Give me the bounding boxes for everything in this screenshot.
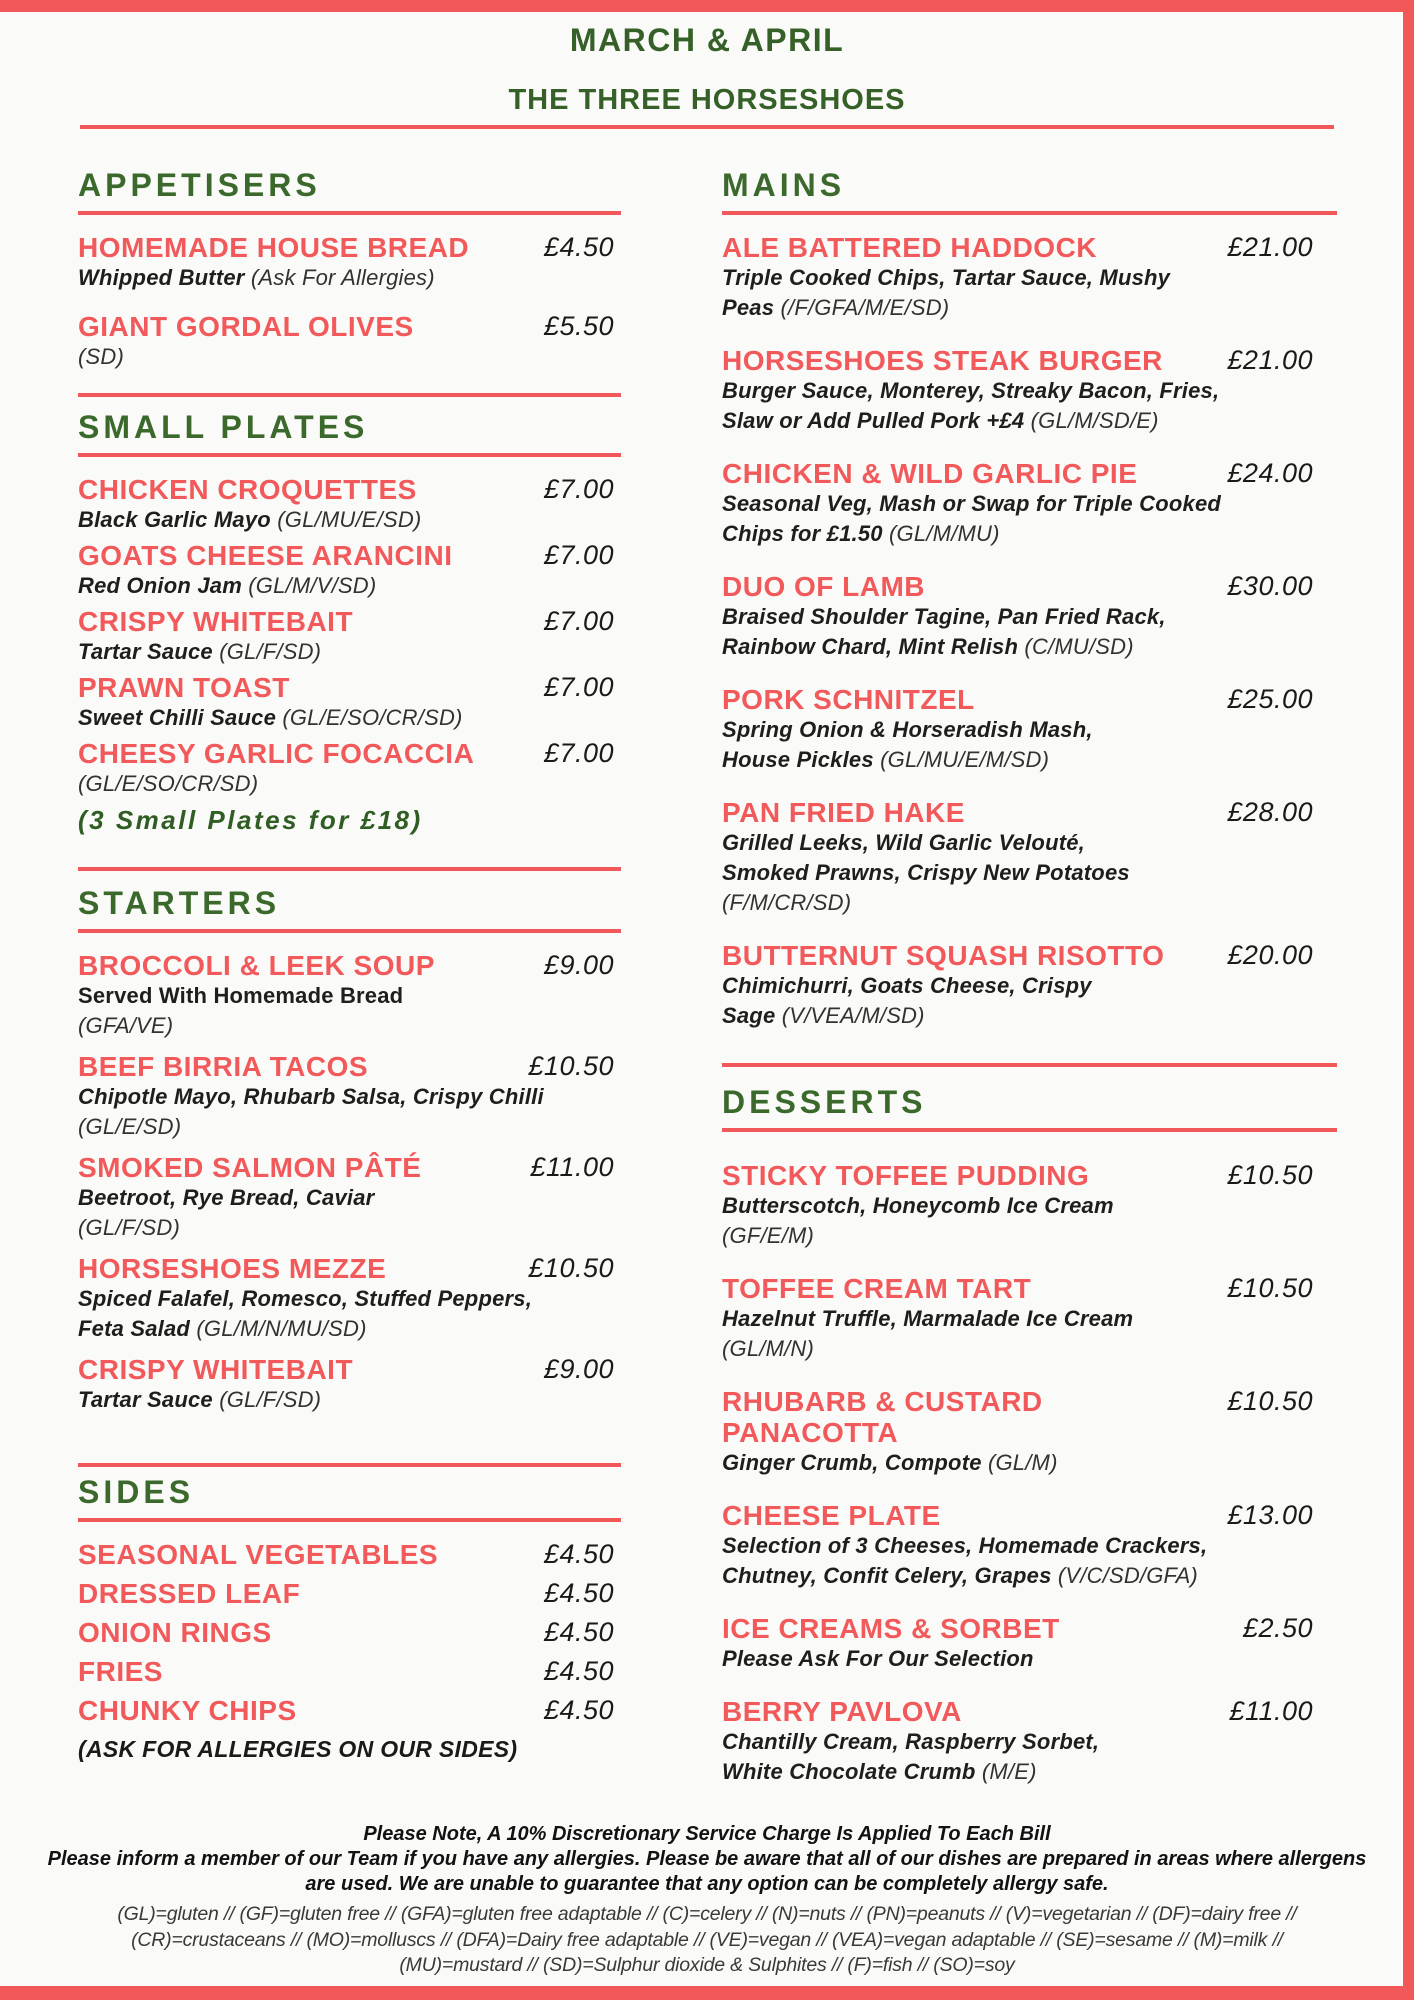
item-description bbox=[722, 1304, 1337, 1334]
item-name bbox=[78, 474, 621, 505]
section-title-desserts: DESSERTS bbox=[722, 1084, 927, 1120]
description-segment: Tartar Sauce bbox=[78, 1387, 220, 1412]
description-segment: Selection of 3 Cheeses, Homemade Crackers, bbox=[722, 1533, 1208, 1558]
item-name-line: PAN FRIED HAKE bbox=[722, 797, 965, 828]
item-description bbox=[722, 293, 1337, 323]
allergy-note: Please inform a member of our Team if you have any allergies. Please be aware that all of our dishes are prepared in areas where allergens are used. We are unable to guarantee that any option can be completely allergy safe. bbox=[47, 1848, 1367, 1895]
item-name-line: BERRY PAVLOVA bbox=[722, 1696, 962, 1727]
description-segment: Tartar Sauce bbox=[78, 639, 220, 664]
right-column bbox=[722, 0, 1337, 2000]
section-starters bbox=[78, 886, 621, 1425]
item-name-line: PANACOTTA bbox=[722, 1417, 899, 1448]
item-description bbox=[722, 1221, 1337, 1251]
item-description bbox=[722, 1001, 1337, 1031]
item-name-line: BROCCOLI & LEEK SOUP bbox=[78, 950, 435, 981]
item-name-line: ONION RINGS bbox=[78, 1617, 272, 1648]
description-segment: (GL/F/SD) bbox=[219, 1387, 322, 1412]
description-segment: (GL/MU/E/M/SD) bbox=[880, 747, 1050, 772]
item-description bbox=[78, 1112, 621, 1142]
menu-item bbox=[722, 1273, 1337, 1364]
description-segment: (F/M/CR/SD) bbox=[722, 890, 852, 915]
description-segment: Sweet Chilli Sauce bbox=[78, 705, 283, 730]
item-description bbox=[78, 703, 621, 733]
description-segment: Seasonal Veg, Mash or Swap for Triple Cooked bbox=[722, 491, 1222, 516]
item-name-line: GOATS CHEESE ARANCINI bbox=[78, 540, 453, 571]
menu-item bbox=[78, 1617, 621, 1648]
description-segment: Chimichurri, Goats Cheese, Crispy bbox=[722, 973, 1092, 998]
item-name-line: ICE CREAMS & SORBET bbox=[722, 1613, 1060, 1644]
section-title-sides: SIDES bbox=[78, 1474, 195, 1510]
section-mains bbox=[722, 168, 1337, 1053]
description-segment: (SD) bbox=[78, 344, 125, 369]
item-price: £10.50 bbox=[528, 1051, 614, 1081]
menu-item bbox=[78, 1354, 621, 1415]
description-segment: White Chocolate Crumb bbox=[722, 1759, 982, 1784]
description-segment: Hazelnut Truffle, Marmalade Ice Cream bbox=[722, 1306, 1134, 1331]
item-price: £4.50 bbox=[543, 1656, 614, 1686]
item-price: £11.00 bbox=[1229, 1696, 1313, 1726]
item-description bbox=[722, 971, 1337, 1001]
item-name-line: CHEESE PLATE bbox=[722, 1500, 941, 1531]
menu-item bbox=[722, 345, 1337, 436]
item-description bbox=[722, 715, 1337, 745]
item-name-line: ALE BATTERED HADDOCK bbox=[722, 232, 1098, 263]
menu-item bbox=[722, 1696, 1337, 1787]
item-description bbox=[78, 1213, 621, 1243]
item-description bbox=[722, 1191, 1337, 1221]
menu-item bbox=[78, 1253, 621, 1344]
section-divider bbox=[78, 867, 621, 871]
item-name-line: HORSESHOES MEZZE bbox=[78, 1253, 387, 1284]
item-description bbox=[78, 1284, 621, 1314]
description-segment: (/F/GFA/M/E/SD) bbox=[780, 295, 950, 320]
description-segment: (Ask For Allergies) bbox=[250, 265, 435, 290]
page-subtitle: THE THREE HORSESHOES bbox=[508, 84, 906, 116]
item-description bbox=[78, 769, 621, 799]
item-price: £7.00 bbox=[543, 672, 614, 702]
item-price: £25.00 bbox=[1227, 684, 1313, 714]
item-name-line: CRISPY WHITEBAIT bbox=[78, 1354, 354, 1385]
item-price: £10.50 bbox=[528, 1253, 614, 1283]
item-name-line: BUTTERNUT SQUASH RISOTTO bbox=[722, 940, 1165, 971]
section-underline bbox=[78, 453, 621, 457]
item-name-line: SEASONAL VEGETABLES bbox=[78, 1539, 439, 1570]
section-underline bbox=[722, 211, 1337, 215]
description-segment: Black Garlic Mayo bbox=[78, 507, 278, 532]
description-segment: (GL/M/N) bbox=[722, 1336, 815, 1361]
item-name bbox=[78, 1578, 621, 1609]
item-price: £11.00 bbox=[530, 1152, 614, 1182]
section-title-starters: STARTERS bbox=[78, 885, 281, 921]
menu-item bbox=[722, 1500, 1337, 1591]
section-title-small-plates: SMALL PLATES bbox=[78, 409, 369, 445]
item-name-line: SMOKED SALMON PÂTÉ bbox=[78, 1152, 422, 1183]
description-segment: Ginger Crumb, Compote bbox=[722, 1450, 988, 1475]
menu-item bbox=[78, 1656, 621, 1687]
item-name-line: FRIES bbox=[78, 1656, 163, 1687]
item-name-line: CHUNKY CHIPS bbox=[78, 1695, 297, 1726]
item-price: £7.00 bbox=[543, 606, 614, 636]
menu-item bbox=[78, 1578, 621, 1609]
section-divider bbox=[78, 393, 621, 397]
item-description bbox=[722, 888, 1337, 918]
allergen-key-line: (MU)=mustard // (SD)=Sulphur dioxide & Sulphites // (F)=fish // (SO)=soy bbox=[399, 1954, 1015, 1976]
item-name bbox=[78, 950, 621, 981]
item-price: £4.50 bbox=[543, 1539, 614, 1569]
item-name bbox=[78, 738, 621, 769]
description-segment: (M/E) bbox=[981, 1759, 1037, 1784]
menu-item bbox=[78, 311, 621, 372]
item-description bbox=[78, 1385, 621, 1415]
menu-item bbox=[78, 232, 621, 293]
description-segment: Chantilly Cream, Raspberry Sorbet, bbox=[722, 1729, 1100, 1754]
description-segment: Beetroot, Rye Bread, Caviar bbox=[78, 1185, 375, 1210]
item-price: £7.00 bbox=[543, 738, 614, 768]
description-segment: (GL/MU/E/SD) bbox=[277, 507, 422, 532]
item-price: £2.50 bbox=[1242, 1613, 1313, 1643]
description-segment: Butterscotch, Honeycomb Ice Cream bbox=[722, 1193, 1114, 1218]
menu-item bbox=[722, 232, 1337, 323]
section-divider bbox=[722, 1063, 1337, 1067]
description-segment: (GL/M) bbox=[987, 1450, 1058, 1475]
menu-item bbox=[78, 672, 621, 733]
menu-item bbox=[78, 950, 621, 1041]
item-name-line: CHICKEN CROQUETTES bbox=[78, 474, 417, 505]
item-price: £4.50 bbox=[543, 232, 614, 262]
item-name-line: PRAWN TOAST bbox=[78, 672, 290, 703]
item-description bbox=[78, 1011, 621, 1041]
item-price: £20.00 bbox=[1227, 940, 1313, 970]
item-name bbox=[78, 232, 621, 263]
description-segment: Spiced Falafel, Romesco, Stuffed Peppers, bbox=[78, 1286, 533, 1311]
item-name bbox=[78, 311, 621, 342]
item-name-line: CHEESY GARLIC FOCACCIA bbox=[78, 738, 475, 769]
allergen-key-line: (CR)=crustaceans // (MO)=molluscs // (DFA)=Dairy free adaptable // (VE)=vegan // (VEA)=vegan adaptable // (SE)=sesame // (M)=milk // bbox=[131, 1928, 1283, 1951]
description-segment: Burger Sauce, Monterey, Streaky Bacon, Fries, bbox=[722, 378, 1220, 403]
item-price: £9.00 bbox=[543, 1354, 614, 1384]
item-name bbox=[78, 606, 621, 637]
section-sides bbox=[78, 1475, 621, 1764]
section-desserts bbox=[722, 1085, 1337, 1809]
description-segment: Chips for £1.50 bbox=[722, 521, 890, 546]
section-small-plates bbox=[78, 410, 621, 836]
menu-item bbox=[78, 1695, 621, 1726]
section-underline bbox=[722, 1128, 1337, 1132]
item-name bbox=[78, 1354, 621, 1385]
description-segment: (GL/M/N/MU/SD) bbox=[196, 1316, 367, 1341]
menu-item bbox=[722, 571, 1337, 662]
section-title-appetisers: APPETISERS bbox=[78, 167, 321, 203]
item-name-line: STICKY TOFFEE PUDDING bbox=[722, 1160, 1090, 1191]
description-segment: (GL/M/V/SD) bbox=[248, 573, 377, 598]
item-price: £10.50 bbox=[1227, 1273, 1313, 1303]
description-segment: Spring Onion & Horseradish Mash, bbox=[722, 717, 1093, 742]
description-segment: Chipotle Mayo, Rhubarb Salsa, Crispy Chilli bbox=[78, 1084, 544, 1109]
item-description bbox=[78, 505, 621, 535]
item-description bbox=[722, 602, 1337, 632]
section-underline bbox=[78, 929, 621, 933]
description-segment: (GFA/VE) bbox=[78, 1013, 174, 1038]
description-segment: Braised Shoulder Tagine, Pan Fried Rack, bbox=[722, 604, 1166, 629]
description-segment: Peas bbox=[722, 295, 781, 320]
item-name-line: TOFFEE CREAM TART bbox=[722, 1273, 1032, 1304]
description-segment: Rainbow Chard, Mint Relish bbox=[722, 634, 1025, 659]
menu-item bbox=[722, 1160, 1337, 1251]
item-description bbox=[78, 263, 621, 293]
description-segment: (GL/M/MU) bbox=[889, 521, 1000, 546]
item-price: £4.50 bbox=[543, 1617, 614, 1647]
item-description bbox=[722, 1531, 1337, 1561]
description-segment: (C/MU/SD) bbox=[1024, 634, 1134, 659]
item-price: £4.50 bbox=[543, 1695, 614, 1725]
description-segment: (GF/E/M) bbox=[722, 1223, 815, 1248]
item-name-line: CHICKEN & WILD GARLIC PIE bbox=[722, 458, 1138, 489]
menu-item bbox=[78, 1051, 621, 1142]
section-underline bbox=[78, 211, 621, 215]
item-description bbox=[722, 1644, 1337, 1674]
menu-item bbox=[722, 797, 1337, 918]
item-description bbox=[78, 637, 621, 667]
left-column bbox=[78, 0, 621, 2000]
description-segment: Served With Homemade Bread bbox=[78, 983, 404, 1008]
item-description bbox=[722, 489, 1337, 519]
menu-item bbox=[722, 940, 1337, 1031]
menu-item bbox=[722, 684, 1337, 775]
description-segment: Triple Cooked Chips, Tartar Sauce, Mushy bbox=[722, 265, 1171, 290]
item-name-line: DUO OF LAMB bbox=[722, 571, 926, 602]
item-description bbox=[722, 406, 1337, 436]
item-name bbox=[78, 1695, 621, 1726]
item-description bbox=[722, 828, 1337, 858]
page-title: MARCH & APRIL bbox=[569, 22, 845, 58]
item-price: £21.00 bbox=[1227, 345, 1313, 375]
description-segment: (GL/M/SD/E) bbox=[1030, 408, 1159, 433]
item-price: £10.50 bbox=[1227, 1160, 1313, 1190]
item-price: £13.00 bbox=[1227, 1500, 1313, 1530]
section-note: (ASK FOR ALLERGIES ON OUR SIDES) bbox=[78, 1736, 518, 1762]
description-segment: (GL/E/SO/CR/SD) bbox=[78, 771, 259, 796]
item-price: £5.50 bbox=[543, 311, 614, 341]
menu-item bbox=[78, 1539, 621, 1570]
item-name bbox=[78, 1617, 621, 1648]
section-appetisers bbox=[78, 168, 621, 390]
item-description bbox=[722, 1757, 1337, 1787]
item-price: £10.50 bbox=[1227, 1386, 1313, 1416]
description-segment: Smoked Prawns, Crispy New Potatoes bbox=[722, 860, 1130, 885]
description-segment: (GL/E/SD) bbox=[78, 1114, 182, 1139]
section-divider bbox=[78, 1463, 621, 1467]
right-border-bar bbox=[1403, 0, 1414, 2000]
item-description bbox=[78, 1314, 621, 1344]
menu-item bbox=[722, 458, 1337, 549]
service-charge-note: Please Note, A 10% Discretionary Service Charge Is Applied To Each Bill bbox=[363, 1823, 1051, 1845]
item-description bbox=[78, 571, 621, 601]
description-segment: (GL/F/SD) bbox=[78, 1215, 181, 1240]
item-name-line: GIANT GORDAL OLIVES bbox=[78, 311, 414, 342]
item-price: £7.00 bbox=[543, 474, 614, 504]
description-segment: Sage bbox=[722, 1003, 782, 1028]
menu-item bbox=[722, 1613, 1337, 1674]
item-name-line: HORSESHOES STEAK BURGER bbox=[722, 345, 1163, 376]
item-description bbox=[78, 981, 621, 1011]
item-name bbox=[78, 540, 621, 571]
description-segment: Feta Salad bbox=[78, 1316, 197, 1341]
description-segment: Red Onion Jam bbox=[78, 573, 249, 598]
description-segment: (V/C/SD/GFA) bbox=[1057, 1563, 1198, 1588]
description-segment: Grilled Leeks, Wild Garlic Velouté, bbox=[722, 830, 1085, 855]
item-price: £9.00 bbox=[543, 950, 614, 980]
item-description bbox=[722, 858, 1337, 888]
item-description bbox=[78, 1183, 621, 1213]
item-description bbox=[722, 519, 1337, 549]
section-underline bbox=[78, 1518, 621, 1522]
item-name bbox=[78, 672, 621, 703]
item-price: £7.00 bbox=[543, 540, 614, 570]
item-description bbox=[78, 1082, 621, 1112]
item-description bbox=[722, 632, 1337, 662]
section-note: (3 Small Plates for £18) bbox=[78, 805, 423, 835]
item-description bbox=[722, 263, 1337, 293]
item-description bbox=[78, 342, 621, 372]
item-price: £24.00 bbox=[1227, 458, 1313, 488]
item-name-line: PORK SCHNITZEL bbox=[722, 684, 975, 715]
description-segment: Whipped Butter bbox=[78, 265, 251, 290]
item-price: £21.00 bbox=[1227, 232, 1313, 262]
description-segment: Chutney, Confit Celery, Grapes bbox=[722, 1563, 1058, 1588]
item-price: £30.00 bbox=[1227, 571, 1313, 601]
description-segment: Please Ask For Our Selection bbox=[722, 1646, 1034, 1671]
menu-item bbox=[78, 606, 621, 667]
item-name-line: RHUBARB & CUSTARD bbox=[722, 1386, 1043, 1417]
item-price: £28.00 bbox=[1227, 797, 1313, 827]
description-segment: (GL/F/SD) bbox=[219, 639, 322, 664]
allergen-key-line: (GL)=gluten // (GF)=gluten free // (GFA)=gluten free adaptable // (C)=celery // (N)=nuts // (PN)=peanuts // (V)=vegetarian // (DF)=dairy free // bbox=[117, 1903, 1297, 1925]
item-name-line: HOMEMADE HOUSE BREAD bbox=[78, 232, 470, 263]
description-segment: (GL/E/SO/CR/SD) bbox=[282, 705, 463, 730]
description-segment: House Pickles bbox=[722, 747, 881, 772]
menu-item bbox=[722, 1386, 1337, 1478]
item-description bbox=[722, 1561, 1337, 1591]
section-title-mains: MAINS bbox=[722, 167, 846, 203]
item-description bbox=[722, 1448, 1337, 1478]
menu-item bbox=[78, 1152, 621, 1243]
item-description bbox=[722, 1727, 1337, 1757]
item-description bbox=[722, 376, 1337, 406]
description-segment: (V/VEA/M/SD) bbox=[781, 1003, 925, 1028]
menu-item bbox=[78, 738, 621, 799]
item-name-line: DRESSED LEAF bbox=[78, 1578, 301, 1609]
item-name bbox=[78, 1656, 621, 1687]
description-segment: Slaw or Add Pulled Pork +£4 bbox=[722, 408, 1031, 433]
item-description bbox=[722, 1334, 1337, 1364]
item-description bbox=[722, 745, 1337, 775]
item-name bbox=[78, 1539, 621, 1570]
menu-item bbox=[78, 540, 621, 601]
footer bbox=[40, 1822, 1374, 1979]
item-name-line: BEEF BIRRIA TACOS bbox=[78, 1051, 369, 1082]
item-name-line: CRISPY WHITEBAIT bbox=[78, 606, 354, 637]
menu-item bbox=[78, 474, 621, 535]
item-price: £4.50 bbox=[543, 1578, 614, 1608]
allergen-key bbox=[40, 1902, 1374, 1979]
